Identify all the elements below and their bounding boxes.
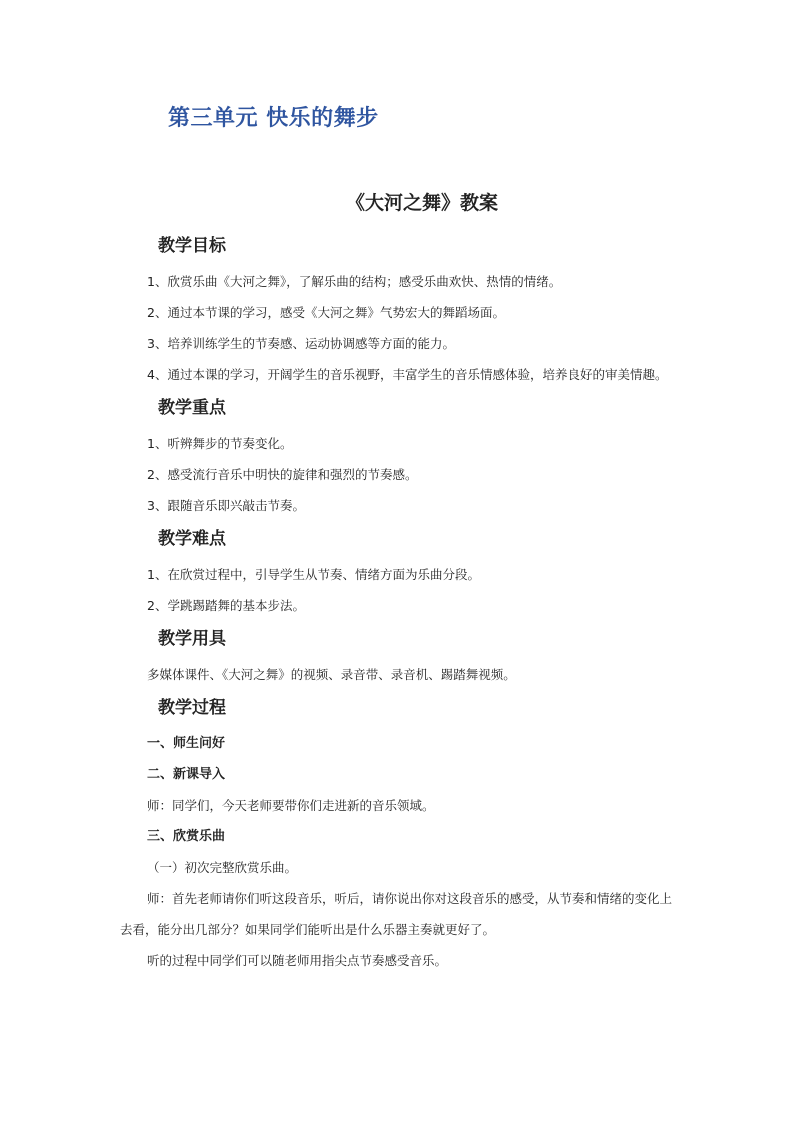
tools-text: 多媒体课件、《大河之舞》的视频、录音带、录音机、踢踏舞视频。	[147, 667, 516, 682]
section-heading-difficulties: 教学难点	[158, 529, 226, 549]
document-title: 《大河之舞》教案	[345, 192, 498, 214]
process-paragraph: 师：首先老师请你们听这段音乐，听后，请你说出你对这段音乐的感受，从节奏和情绪的变化上去看，能分出几部分？如果同学们能听出是什么乐器主奏就更好了。	[120, 891, 673, 937]
unit-title: 第三单元 快乐的舞步	[168, 105, 379, 131]
difficulty-item: 1、在欣赏过程中，引导学生从节奏、情绪方面为乐曲分段。	[147, 567, 480, 582]
key-point-item: 1、听辨舞步的节奏变化。	[147, 436, 293, 451]
section-heading-key-points: 教学重点	[158, 398, 226, 418]
key-point-item: 3、跟随音乐即兴敲击节奏。	[147, 498, 305, 513]
section-heading-goals: 教学目标	[158, 236, 226, 256]
process-substep: （一）初次完整欣赏乐曲。	[147, 860, 298, 875]
goal-item: 4、通过本课的学习，开阔学生的音乐视野，丰富学生的音乐情感体验，培养良好的审美情趣。	[147, 367, 668, 382]
process-step-appreciation: 三、欣赏乐曲	[147, 829, 226, 844]
process-paragraph: 听的过程中同学们可以随老师用指尖点节奏感受音乐。	[147, 953, 448, 968]
goal-item: 1、欣赏乐曲《大河之舞》，了解乐曲的结构；感受乐曲欢快、热情的情绪。	[147, 274, 562, 289]
document-body	[120, 228, 680, 976]
process-step-greeting: 一、师生问好	[147, 736, 226, 751]
process-step-intro: 二、新课导入	[147, 767, 226, 782]
process-intro-text: 师：同学们，今天老师要带你们走进新的音乐领域。	[147, 798, 435, 813]
goal-item: 3、培养训练学生的节奏感、运动协调感等方面的能力。	[147, 336, 455, 351]
key-point-item: 2、感受流行音乐中明快的旋律和强烈的节奏感。	[147, 467, 418, 482]
goal-item: 2、通过本节课的学习，感受《大河之舞》气势宏大的舞蹈场面。	[147, 305, 505, 320]
section-heading-tools: 教学用具	[158, 629, 226, 649]
section-heading-process: 教学过程	[158, 698, 226, 718]
difficulty-item: 2、学跳踢踏舞的基本步法。	[147, 598, 305, 613]
